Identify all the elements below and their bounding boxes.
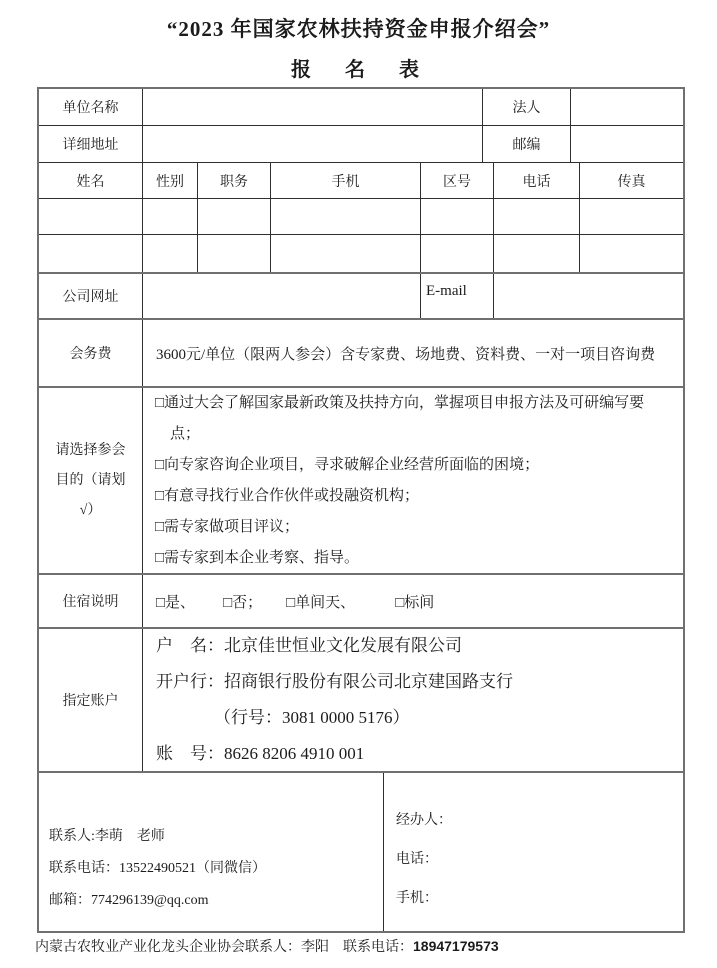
- purpose-option-2: □向专家咨询企业项目，寻求破解企业经营所面临的困境；: [155, 456, 540, 473]
- attendee1-area-code-cell: [421, 199, 494, 234]
- footer-text: 内蒙古农牧业产业化龙头企业协会联系人：李阳 联系电话：: [35, 940, 413, 955]
- row-address: [39, 126, 683, 163]
- attendee1-gender-cell: [143, 199, 198, 234]
- attendee2-name-cell: [39, 235, 143, 272]
- fee-text: 3600元/单位（限两人参会）含专家费、场地费、资料费、一对一项目咨询费: [156, 346, 656, 363]
- purpose-option-1: □通过大会了解国家最新政策及扶持方向，掌握项目申报方法及可研编写要点；: [155, 394, 645, 442]
- footer-note: [35, 936, 499, 956]
- contact-phone: 联系电话：13522490521（同微信）: [49, 861, 266, 876]
- account-details: [143, 629, 683, 771]
- legal-person-label: 法人: [483, 89, 571, 125]
- account-bank: 开户行：招商银行股份有限公司北京建国路支行: [156, 672, 513, 691]
- header-fax: 传真: [617, 174, 646, 190]
- attendee1-name-cell: [39, 199, 143, 234]
- purpose-options: [143, 388, 683, 573]
- website-value-cell: [143, 274, 421, 318]
- purpose-option-4: □需专家做项目评议；: [155, 518, 300, 535]
- row-attendee-header: [39, 163, 683, 199]
- lodging-option-single: □单间天、: [286, 594, 356, 611]
- form-title: 报 名 表: [291, 59, 426, 81]
- account-bank-number: （行号：3081 0000 5176）: [214, 708, 410, 727]
- account-holder: 户 名：北京佳世恒业文化发展有限公司: [156, 636, 462, 655]
- attendee1-fax-cell: [580, 199, 683, 234]
- legal-person-value-cell: [571, 89, 683, 125]
- lodging-label: 住宿说明: [39, 575, 143, 627]
- email-value-cell: [494, 274, 683, 318]
- header-mobile: 手机: [271, 163, 421, 198]
- postcode-label: 邮编: [483, 126, 571, 162]
- email-label: E-mail: [421, 274, 494, 318]
- address-label: 详细地址: [39, 126, 143, 162]
- row-purpose: [39, 388, 683, 575]
- unit-name-label: 单位名称: [39, 89, 143, 125]
- attendee2-fax-cell: [580, 235, 683, 272]
- lodging-options: [143, 575, 683, 627]
- header-name: 姓名: [39, 163, 143, 198]
- lodging-option-yes: □是、: [156, 594, 196, 611]
- purpose-label: [39, 388, 143, 573]
- website-label: 公司网址: [39, 274, 143, 318]
- attendee2-position-cell: [198, 235, 271, 272]
- header-phone: 电话: [494, 163, 580, 198]
- attendee2-phone-cell: [494, 235, 580, 272]
- row-account: [39, 629, 683, 773]
- header-position: 职务: [198, 163, 271, 198]
- footer-phone: 18947179573: [413, 938, 499, 954]
- registration-table: [37, 87, 685, 933]
- handler-person-label: 经办人：: [396, 813, 452, 828]
- attendee1-mobile-cell: [271, 199, 421, 234]
- postcode-value-cell: [571, 126, 683, 162]
- row-lodging: [39, 575, 683, 629]
- address-value-cell: [143, 126, 483, 162]
- purpose-label-text: 请选择参会目的（请划√）: [55, 442, 126, 518]
- organizer-contact: [39, 773, 384, 931]
- account-label: 指定账户: [39, 629, 143, 771]
- account-number: 账 号：8626 8206 4910 001: [156, 744, 365, 763]
- attendee2-mobile-cell: [271, 235, 421, 272]
- attendee1-position-cell: [198, 199, 271, 234]
- row-attendee-1: [39, 199, 683, 235]
- handler-mobile-label: 手机：: [396, 891, 438, 906]
- attendee2-area-code-cell: [421, 235, 494, 272]
- row-website-email: [39, 274, 683, 320]
- header-area-code: 区号: [421, 163, 494, 198]
- contact-person: 联系人:李萌 老师: [49, 829, 165, 844]
- contact-email: 邮箱：774296139@qq.com: [49, 893, 209, 908]
- row-fee: [39, 320, 683, 388]
- lodging-option-standard: □标间: [395, 594, 435, 611]
- unit-name-value-cell: [143, 89, 483, 125]
- handler-phone-label: 电话：: [396, 852, 438, 867]
- fee-label: 会务费: [39, 320, 143, 386]
- row-attendee-2: [39, 235, 683, 274]
- purpose-option-5: □需专家到本企业考察、指导。: [155, 549, 360, 566]
- lodging-option-no: □否；: [223, 594, 263, 611]
- page-title: “2023 年国家农林扶持资金申报介绍会”: [166, 17, 551, 41]
- header-gender: 性别: [143, 163, 198, 198]
- row-contacts: [39, 773, 683, 931]
- attendee1-phone-cell: [494, 199, 580, 234]
- attendee2-gender-cell: [143, 235, 198, 272]
- purpose-option-3: □有意寻找行业合作伙伴或投融资机构；: [155, 487, 420, 504]
- row-unit-name: [39, 89, 683, 126]
- handler-fields: [384, 773, 683, 931]
